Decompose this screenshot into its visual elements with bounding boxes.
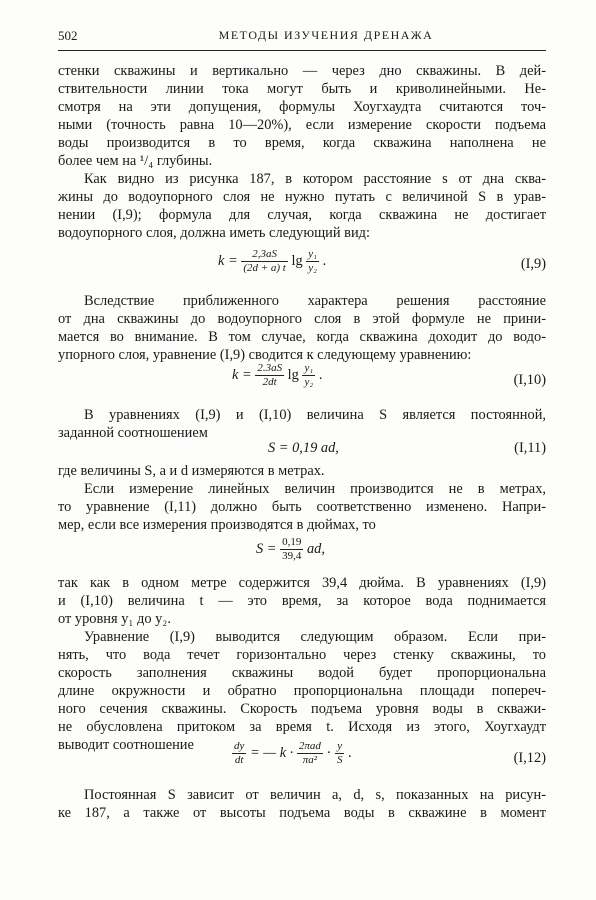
text-line: В уравнениях (I,9) и (I,10) величина S является постоянной,	[84, 407, 546, 423]
equation-number: (I,11)	[514, 440, 546, 456]
text-line: ке 187, а также от высоты подъема воды в скважине в момент	[58, 805, 546, 821]
equation-i10: k = $\frac{2.3aS}{2dt}$ lg $\frac{\text{y₁}}{\text{y₂}}$ .	[232, 362, 323, 388]
text-line: выводит соотношение	[58, 737, 194, 753]
text-line: заданной соотношением	[58, 425, 208, 441]
text-line: не обусловлена притоком за время t. Исходя из этого, Хоугхаудт	[58, 719, 546, 735]
equation-inch: S = $\frac{0,19}{39,4}$ ad,	[256, 536, 325, 562]
text-line: Как видно из рисунка 187, в котором расстояние s от дна сква-	[84, 171, 546, 187]
text-line: длине окружности и обратно пропорциональна площади попереч-	[58, 683, 546, 699]
text-line: Вследствие приближенного характера решения расстояние	[84, 293, 546, 309]
text-line: воды производится в то время, когда скважина наполнена не	[58, 135, 546, 151]
text-line: то уравнение (I,11) должно быть соответственно изменено. Напри-	[58, 499, 546, 515]
text-line: ными (точность равна 10—20%), если измерение скорости подъема	[58, 117, 546, 133]
text-line: нять, что вода течет горизонтально через стенку скважины, то	[58, 647, 546, 663]
text-line: мер, если все измерения производятся в дюймах, то	[58, 517, 376, 533]
text-line: Если измерение линейных величин производится не в метрах,	[84, 481, 546, 497]
equation-i9: k = $\frac{2,3aS}{(2d + a) t}$ lg $\frac{\text{y₁}}{\text{y₂}}$ .	[218, 248, 327, 274]
text-line: стенки скважины и вертикально — через дно скважины. В дей-	[58, 63, 546, 79]
equation-number: (I,12)	[513, 750, 546, 766]
equation-number: (I,9)	[520, 256, 546, 272]
running-title: МЕТОДЫ ИЗУЧЕНИЯ ДРЕНАЖА	[218, 28, 434, 42]
page-header	[58, 28, 546, 48]
text-line: Уравнение (I,9) выводится следующим образом. Если при-	[84, 629, 546, 645]
text-line: от уровня y₁ до y₂.	[58, 611, 171, 627]
text-line: Постоянная S зависит от величин a, d, s, показанных на рисун-	[84, 787, 546, 803]
text-line: более чем на ¹/₄ глубины.	[58, 153, 213, 169]
text-line: смотря на эти допущения, формулы Хоугхаудта считаются точ-	[58, 99, 546, 115]
equation-number: (I,10)	[513, 372, 546, 388]
text-line: от дна скважины до водоупорного слоя в этой формуле не прини-	[58, 311, 546, 327]
text-line: так как в одном метре содержится 39,4 дюйма. В уравнениях (I,9)	[58, 575, 546, 591]
text-line: нении (I,9); формула для случая, когда скважина не достигает	[58, 207, 546, 223]
text-line: скорость заполнения скважины водой будет пропорциональна	[58, 665, 546, 681]
header-rule	[58, 50, 546, 51]
text-line: водоупорного слоя, должна иметь следующий вид:	[58, 225, 370, 241]
text-line: ствительности линии тока могут быть и криволинейными. Не-	[58, 81, 546, 97]
page-number: 502	[58, 28, 78, 43]
text-line: ного сечения скважины. Скорость подъема уровня воды в скважи-	[58, 701, 546, 717]
text-line: жины до водоупорного слоя не нужно путать с величиной S в урав-	[58, 189, 546, 205]
text-line: упорного слоя, уравнение (I,9) сводится к следующему уравнению:	[58, 347, 472, 363]
equation-i12: $\frac{dy}{dt}$ = — k · $\frac{\text{2πad}}{\text{πa²}}$ · $\frac{y}{S}$ .	[234, 740, 352, 766]
text-line: где величины S, a и d измеряются в метрах.	[58, 463, 325, 479]
equation-i11: S = 0,19 ad,	[268, 440, 339, 456]
text-line: и (I,10) величина t — это время, за которое вода поднимается	[58, 593, 546, 609]
text-line: мается во внимание. В том случае, когда скважина доходит до водо-	[58, 329, 546, 345]
